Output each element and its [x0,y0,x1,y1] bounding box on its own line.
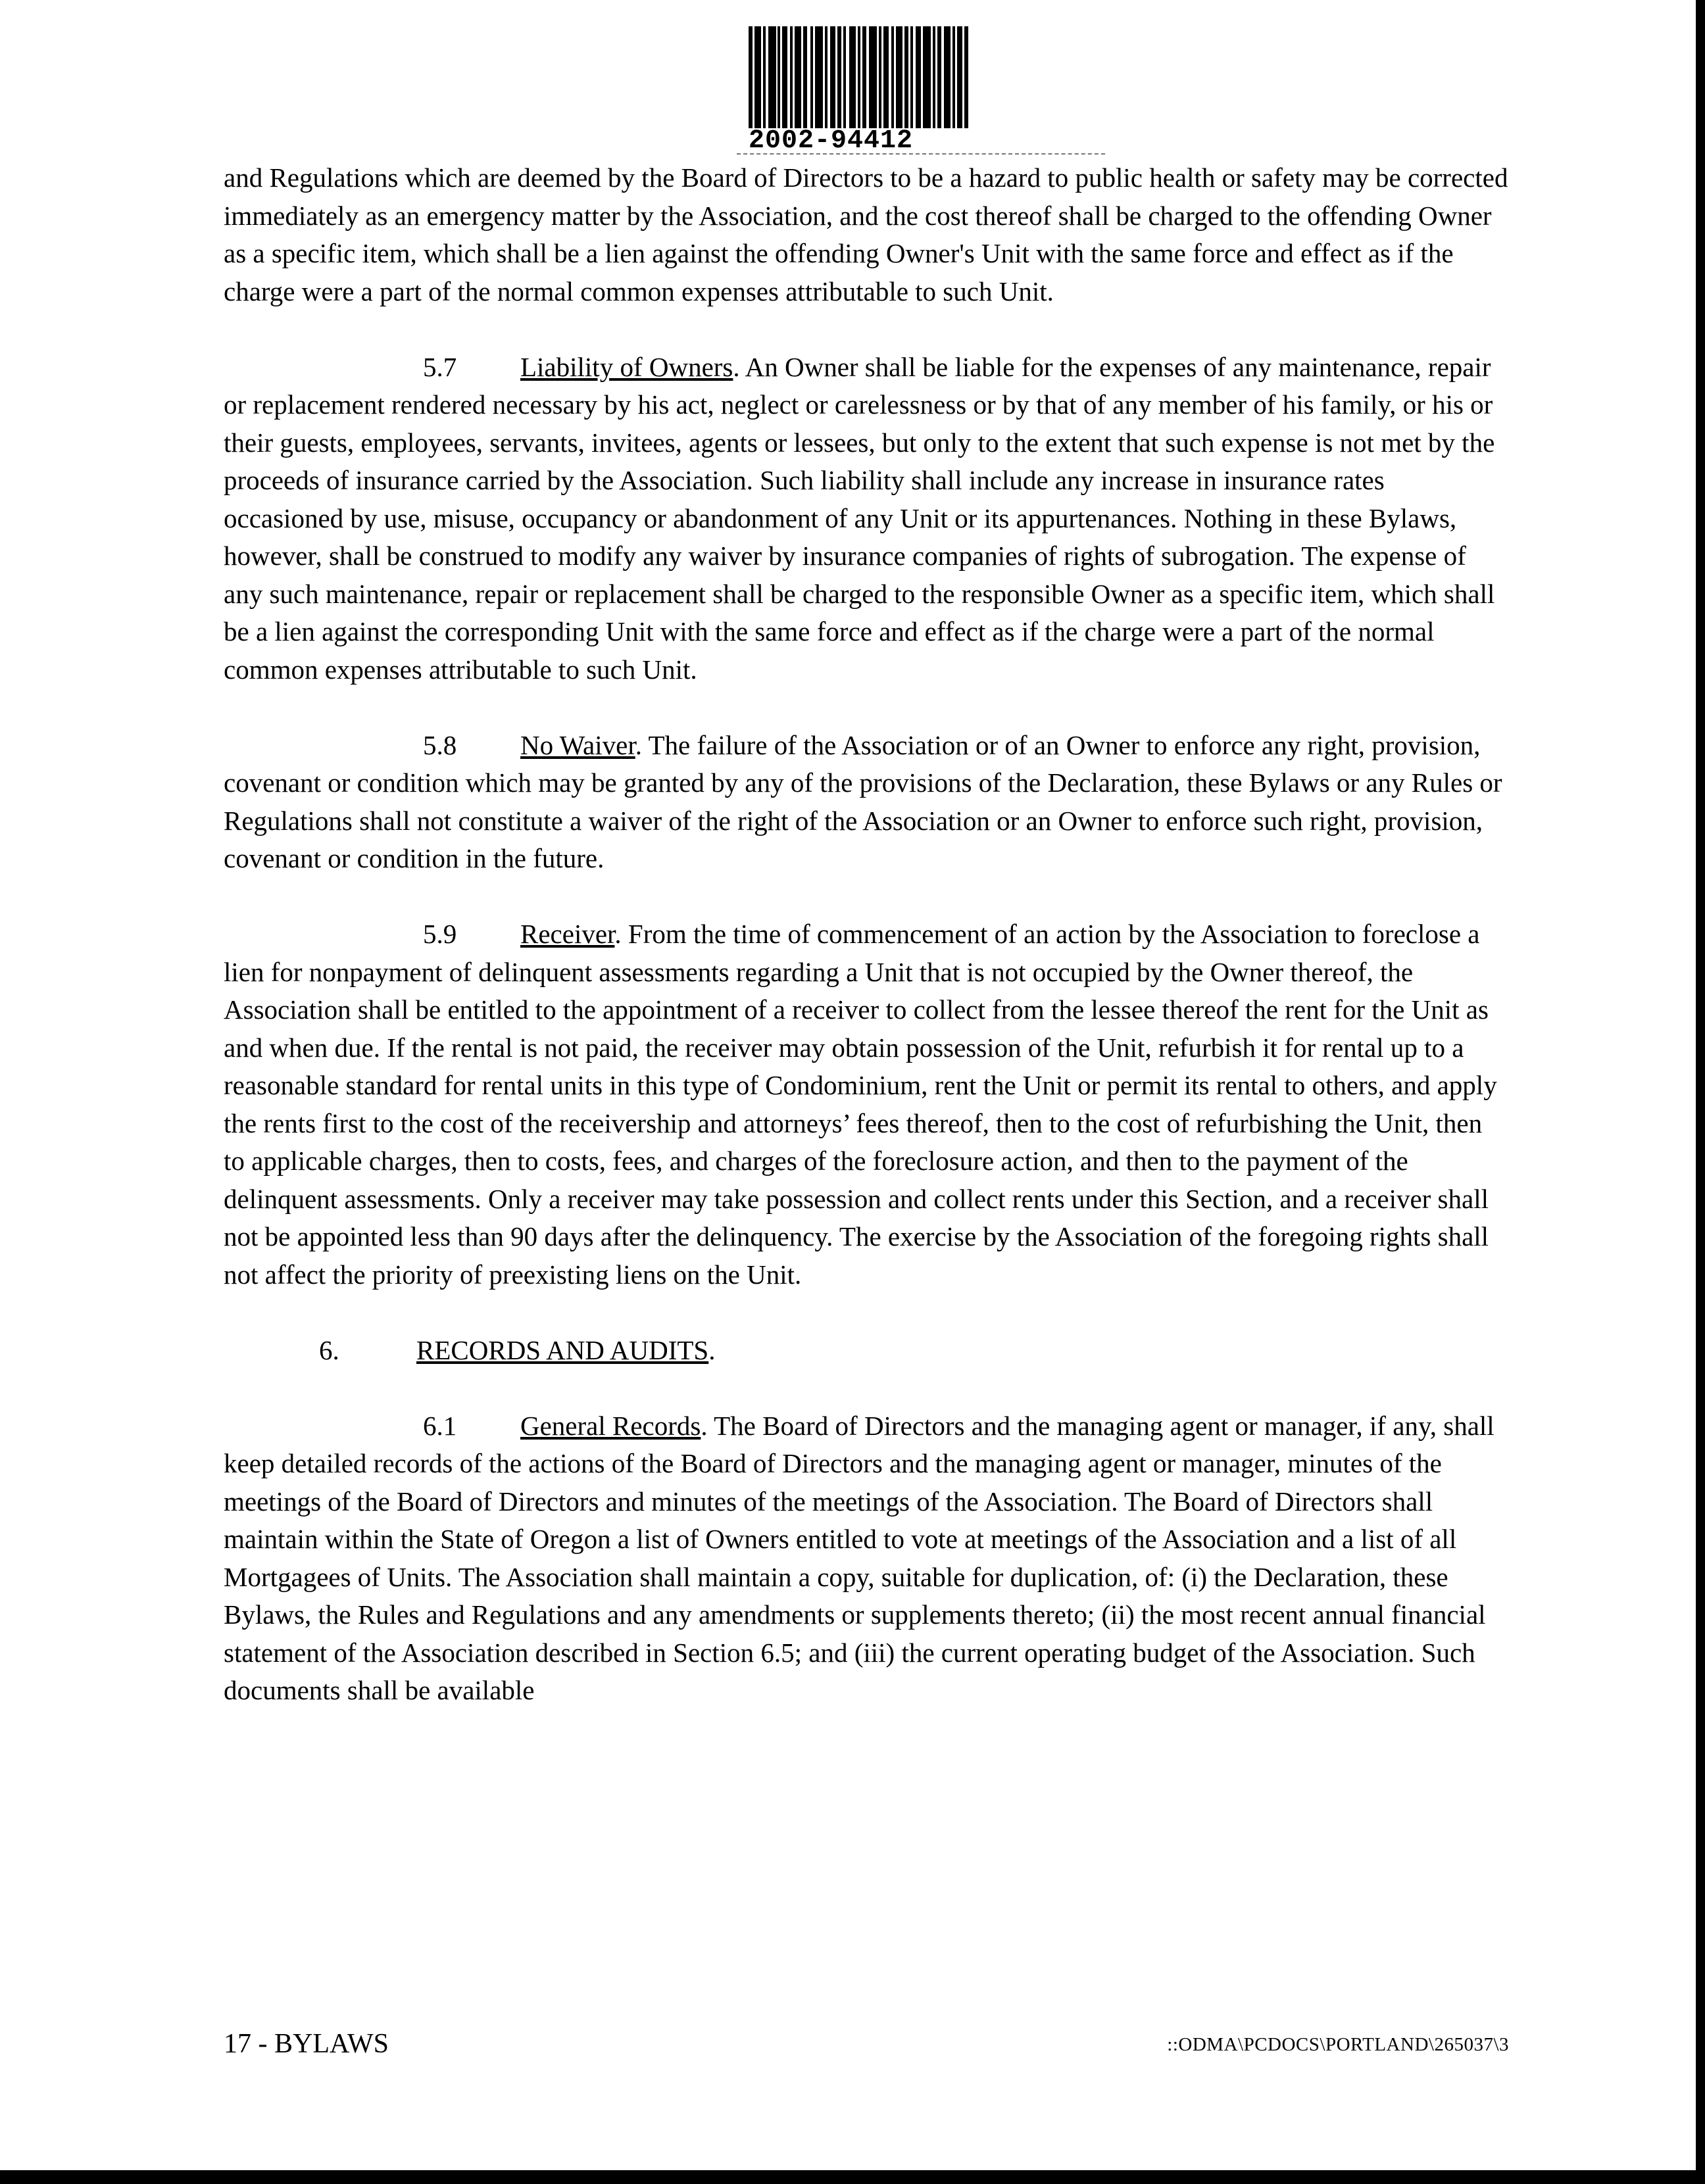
section-number: 5.8 [423,729,457,760]
barcode-bar [916,26,921,128]
barcode-bar [768,26,776,128]
barcode-bar [896,26,902,128]
barcode-bar [782,26,787,128]
section-title: Receiver [520,919,615,949]
section-number: 5.7 [423,351,457,382]
barcode-underline [737,153,1105,155]
section-text: . The Board of Directors and the managing agent or manager, if any, shall keep detailed records of the actions of the Board of Directors and the managing agent or manager, minutes of the meetings of the Board of Directors and minutes of the meetings of the Association. The Board of Directors shall maintain within the State of Oregon a list of Owners entitled to vote at meetings of the Association and a list of all Mortgagees of Units. The Association shall maintain a copy, suitable for duplication, of: (i) the Declaration, these Bylaws, the Rules and Regulations and any amendments or supplements thereto; (ii) the most recent annual financial statement of the Association described in Section 6.5; and (iii) the current operating budget of the Association. Such documents shall be available [224,1410,1495,1705]
barcode-bar [964,26,968,128]
barcode-bar [923,26,931,128]
footer-page-label: 17 - BYLAWS [224,2029,389,2059]
page-edge-bottom [0,2170,1705,2184]
barcode-bar [815,26,823,128]
section-text: . The failure of the Association or of an Owner to enforce any right, provision, covenant or condition which may be granted by any of the provisions of the Declaration, these Bylaws or any Rules or Regulations shall not constitute a waiver of the right of the Association or an Owner to enforce such right, provision, covenant or condition in the future. [224,729,1502,873]
page-edge-right [1696,0,1705,2184]
document-body [224,159,1510,1747]
section-5-9 [224,915,1510,1294]
barcode-bars [749,26,1058,128]
barcode-stamp [737,26,1105,158]
section-title: No Waiver [520,729,635,760]
heading-title: RECORDS AND AUDITS [416,1334,709,1365]
heading-number: 6. [319,1334,339,1365]
barcode-bar [830,26,835,128]
heading-suffix: . [708,1334,716,1365]
barcode-bar [849,26,856,128]
article-heading [224,1332,1510,1370]
barcode-bar [869,26,877,128]
intro-paragraph: and Regulations which are deemed by the Board of Directors to be a hazard to public health or safety may be corrected immediately as an emergency matter by the Association, and the cost thereof shall be charged to the offending Owner as a specific item, which shall be a lien against the offending Owner's Unit with the same force and effect as if the charge were a part of the normal common expenses attributable to such Unit. [224,162,1508,306]
barcode-bar [957,26,962,128]
footer-document-path: ::ODMA\PCDOCS\PORTLAND\265037\3 [1167,2034,1509,2055]
section-text: . From the time of commencement of an action by the Association to foreclose a lien for nonpayment of delinquent assessments regarding a Unit that is not occupied by the Owner thereof, the Association shall be entitled to the appointment of a receiver to collect from the lessee thereof the rent for the Unit as and when due. If the rental is not paid, the receiver may obtain possession of the Unit, refurbish it for rental up to a reasonable standard for rental units in this type of Condominium, rent the Unit or permit its rental to others, and apply the rents first to the cost of the receivership and attorneys’ fees thereof, then to the cost of refurbishing the Unit, then to applicable charges, then to costs, fees, and charges of the foreclosure action, and then to the payment of the delinquent assessments. Only a receiver may take possession and collect rents under this Section, and a receiver shall not be appointed less than 90 days after the delinquency. The exercise by the Association of the foregoing rights shall not affect the priority of preexisting liens on the Unit. [224,919,1497,1290]
barcode-bar [944,26,951,128]
section-number: 6.1 [423,1410,457,1441]
section-number: 5.9 [423,919,457,949]
section-text: . An Owner shall be liable for the expenses of any maintenance, repair or replacement rendered necessary by his act, neglect or carelessness or by that of any member of his family, or his or their guests, employees, servants, invitees, agents or lessees, but only to the extent that such expense is not met by the proceeds of insurance carried by the Association. Such liability shall include any increase in insurance rates occasioned by use, misuse, occupancy or abandonment of any Unit or its appurtenances. Nothing in these Bylaws, however, shall be construed to modify any waiver by insurance companies of rights of subrogation. The expense of any such maintenance, repair or replacement shall be charged to the responsible Owner as a specific item, which shall be a lien against the corresponding Unit with the same force and effect as if the charge were a part of the normal common expenses attributable to such Unit. [224,351,1495,685]
barcode-number: 2002-94412 [749,126,914,156]
section-title: General Records [520,1410,701,1441]
barcode-bar [754,26,761,128]
barcode-bar [795,26,801,128]
barcode-bar [883,26,889,128]
section-5-8 [224,727,1510,878]
section-5-7 [224,349,1510,689]
section-6-1 [224,1407,1510,1710]
section-title: Liability of Owners [520,351,733,382]
